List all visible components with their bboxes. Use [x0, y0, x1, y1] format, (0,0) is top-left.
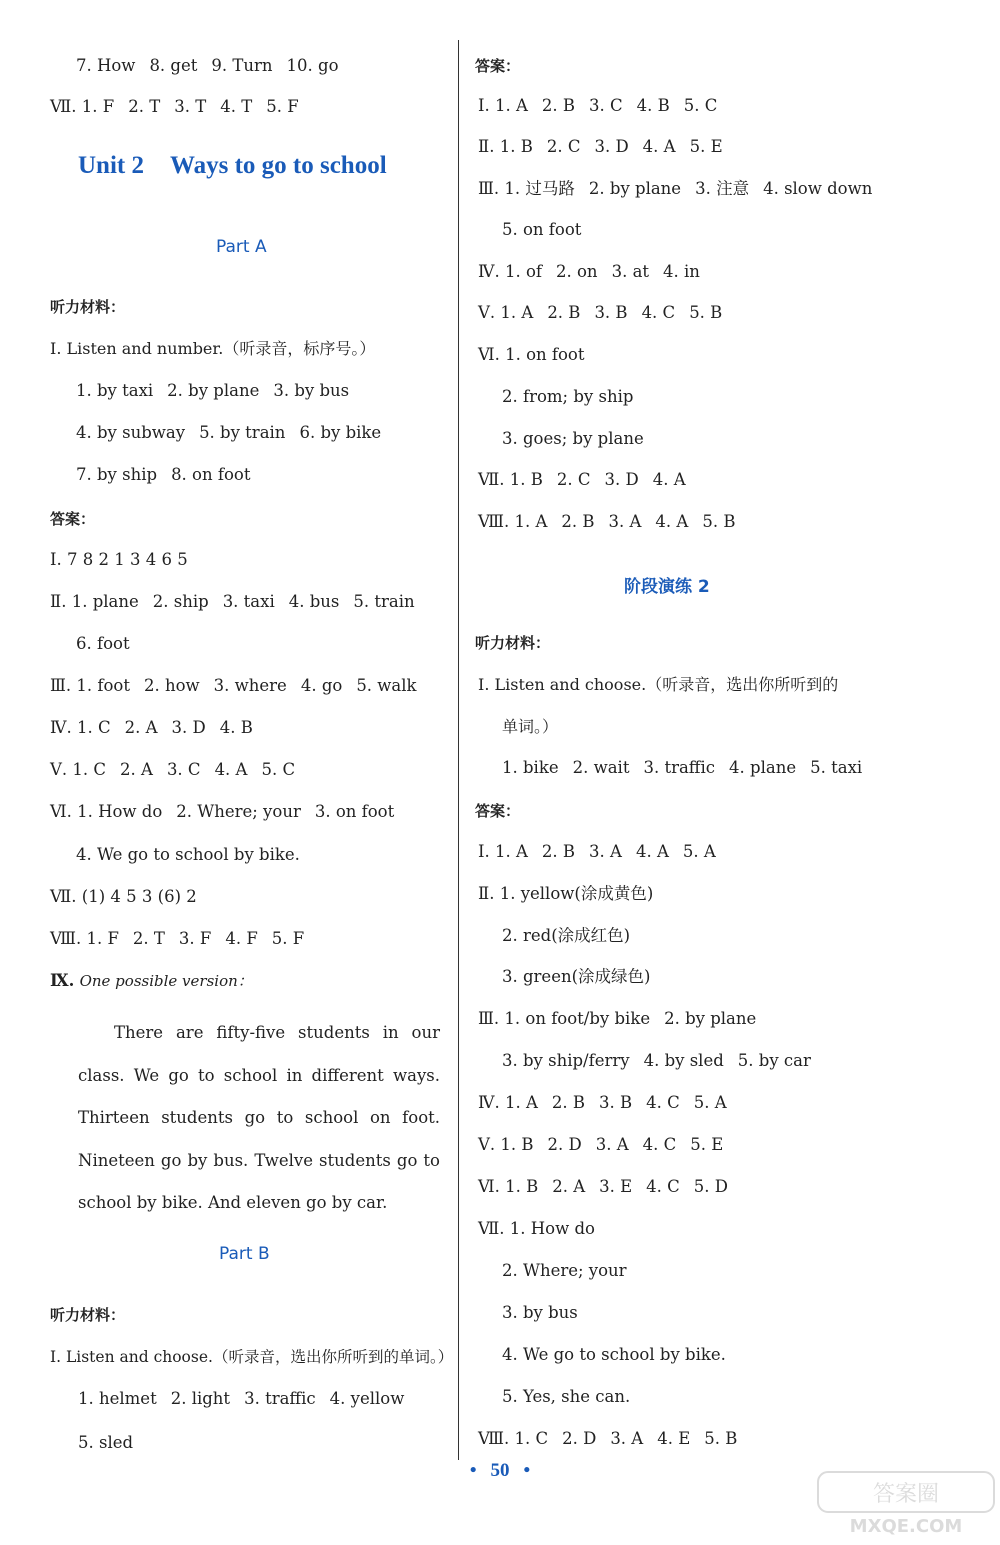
answer-item: 2. red(涂成红色) — [502, 926, 631, 945]
answer-item: Ⅷ. 1. C — [478, 1429, 549, 1448]
right-listening-heading: 听力材料： — [475, 634, 551, 652]
answer-row — [478, 842, 716, 862]
answer-item: 2. light — [170, 1389, 231, 1408]
answer-item: 5. train — [353, 592, 415, 611]
answer-item: Ⅰ. 1. A — [478, 96, 528, 115]
answer-item: 3. 注意 — [695, 179, 750, 198]
answer-row — [478, 512, 735, 532]
answer-item: 5. by car — [737, 1051, 811, 1070]
answer-item: 3. B — [594, 303, 628, 322]
answer-item: 2. on — [556, 262, 598, 281]
answer-item: 1. by taxi — [76, 381, 154, 400]
ix-label: Ⅸ. — [50, 971, 75, 990]
answer-item: 2. by plane — [167, 381, 260, 400]
answer-item: 3. A — [589, 842, 622, 861]
answer-row — [50, 887, 197, 907]
answer-item: 5. D — [693, 1177, 728, 1196]
answer-item: 4. C — [646, 1093, 680, 1112]
answer-item: 4. by sled — [643, 1051, 724, 1070]
answer-item: 4. C — [641, 303, 676, 322]
listening-heading-b: 听力材料： — [50, 1306, 126, 1324]
answer-item: 4. We go to school by bike. — [502, 1345, 726, 1364]
right-answers-heading-2: 答案： — [475, 802, 521, 820]
listen-line-1 — [76, 381, 349, 401]
answer-item: 2. B — [541, 96, 576, 115]
answer-item: 3. A — [610, 1429, 644, 1448]
answer-item: 5. walk — [356, 676, 417, 695]
answer-item: 5. C — [683, 96, 718, 115]
answer-row — [50, 676, 417, 696]
answer-item: Ⅷ. 1. A — [478, 512, 548, 531]
answer-row — [502, 1051, 811, 1071]
answer-item: 5. F — [266, 97, 299, 116]
answer-item: 4. by subway — [76, 423, 186, 442]
answer-item: 5. E — [689, 137, 723, 156]
answer-item: 6. by bike — [299, 423, 382, 442]
answer-item: Ⅵ. 1. B — [478, 1177, 539, 1196]
answer-item: 2. ship — [152, 592, 209, 611]
answer-item: 2. C — [546, 137, 581, 156]
sample-essay — [78, 1012, 440, 1225]
answer-item: 3. where — [213, 676, 287, 695]
answer-item: 7. by ship — [76, 465, 158, 484]
answer-item: Ⅳ. 1. C — [50, 718, 111, 737]
answer-item: 4. plane — [729, 758, 797, 777]
answer-item: 2. B — [547, 303, 581, 322]
answer-item: Ⅶ. (1) 4 5 3 (6) 2 — [50, 887, 197, 906]
answer-item: Ⅰ. 1. A — [478, 842, 528, 861]
unit-name: Ways to go to school — [169, 152, 387, 179]
answer-item: 10. go — [286, 56, 339, 75]
answer-item: 4. B — [636, 96, 670, 115]
answer-item: 5. F — [271, 929, 305, 948]
listen-line-3 — [76, 465, 250, 485]
answer-row — [478, 1429, 737, 1449]
answer-item: 4. A — [655, 512, 689, 531]
answer-item: 3. traffic — [643, 758, 716, 777]
answer-item: 3. traffic — [244, 1389, 316, 1408]
left-line-0 — [76, 56, 339, 76]
answer-item: Ⅳ. 1. of — [478, 262, 543, 281]
answer-item: 3. at — [611, 262, 650, 281]
answer-item: 8. on foot — [171, 465, 251, 484]
answer-item: 4. C — [642, 1135, 677, 1154]
answer-item: 9. Turn — [211, 56, 273, 75]
answer-item: Ⅲ. 1. 过马路 — [478, 179, 575, 198]
answer-item: 3. green(涂成绿色) — [502, 967, 651, 986]
answer-item: 2. A — [552, 1177, 586, 1196]
answer-item: 2. from; by ship — [502, 387, 634, 406]
answer-row — [478, 179, 872, 199]
answer-item: Ⅲ. 1. foot — [50, 676, 130, 695]
answer-item: 2. A — [120, 760, 153, 779]
answer-item: Ⅰ. 7 8 2 1 3 4 6 5 — [50, 550, 188, 569]
answer-item: 2. B — [551, 1093, 586, 1112]
answer-item: 1. helmet — [78, 1389, 157, 1408]
answer-row — [478, 262, 700, 282]
answer-row — [502, 220, 581, 240]
answer-item: 4. A — [652, 470, 686, 489]
answer-row — [50, 760, 295, 780]
part-a-heading: Part A — [216, 237, 267, 257]
listen-words-row — [502, 758, 862, 778]
ix-row — [50, 971, 253, 991]
stage-practice-heading: 阶段演练 2 — [624, 577, 710, 597]
answer-item: 3. A — [595, 1135, 629, 1154]
answer-item: 4. slow down — [763, 179, 873, 198]
answer-item: 3. C — [589, 96, 623, 115]
answer-item: 1. bike — [502, 758, 559, 777]
answer-item: 4. B — [219, 718, 253, 737]
answer-item: 4. E — [657, 1429, 691, 1448]
answer-item: 2. T — [132, 929, 165, 948]
page-dot-right: • — [523, 1460, 531, 1481]
answer-item: 5. B — [704, 1429, 738, 1448]
answer-item: Ⅷ. 1. F — [50, 929, 119, 948]
answer-item: 3. on foot — [314, 802, 395, 821]
answer-item: 5. sled — [78, 1433, 134, 1452]
answer-row — [478, 1219, 595, 1239]
answer-item: 3. F — [178, 929, 212, 948]
answer-item: Ⅳ. 1. A — [478, 1093, 538, 1112]
answer-item: 4. C — [646, 1177, 680, 1196]
answer-item: 5. by train — [199, 423, 286, 442]
listen-choose-line-1 — [78, 1389, 404, 1409]
answer-item: 5. A — [682, 842, 716, 861]
answer-item: 3. T — [174, 97, 207, 116]
answer-item: Ⅵ. 1. on foot — [478, 345, 585, 364]
answer-row — [478, 470, 686, 490]
answer-item: 5. taxi — [810, 758, 863, 777]
answer-row — [50, 802, 394, 822]
answer-row — [478, 1093, 727, 1113]
answer-row — [502, 1387, 630, 1407]
watermark-logo — [816, 1470, 996, 1540]
answer-item: 3. by ship/ferry — [502, 1051, 630, 1070]
listening-heading: 听力材料： — [50, 298, 126, 316]
answer-row — [76, 634, 130, 654]
answer-row — [478, 137, 723, 157]
answer-row — [478, 303, 722, 323]
answer-item: 4. We go to school by bike. — [76, 845, 300, 864]
left-line-1 — [50, 97, 299, 117]
answer-item: 7. How — [76, 56, 136, 75]
answer-item: 2. B — [541, 842, 576, 861]
answer-item: 4. F — [225, 929, 258, 948]
answer-item: 5. C — [261, 760, 296, 779]
answer-item: 3. D — [171, 718, 206, 737]
listen-line-2 — [76, 423, 381, 443]
answer-item: 5. A — [693, 1093, 727, 1112]
answer-item: 3. A — [608, 512, 642, 531]
answer-item: Ⅶ. 1. B — [478, 470, 543, 489]
answer-item: 5. B — [689, 303, 723, 322]
answer-item: 5. B — [702, 512, 736, 531]
answer-item: 2. D — [562, 1429, 597, 1448]
answer-item: Ⅵ. 1. How do — [50, 802, 163, 821]
answer-item: Ⅶ. 1. How do — [478, 1219, 595, 1238]
part-b-heading: Part B — [219, 1244, 270, 1264]
unit-number: Unit 2 — [78, 152, 144, 179]
answer-item: 5. on foot — [502, 220, 582, 239]
answer-item: 3. D — [604, 470, 639, 489]
answer-item: 2. D — [547, 1135, 582, 1154]
answer-item: Ⅱ. 1. plane — [50, 592, 139, 611]
answer-item: Ⅴ. 1. B — [478, 1135, 534, 1154]
unit-title — [78, 152, 387, 180]
answer-item: 3. by bus — [273, 381, 350, 400]
svg-text:MXQE.COM: MXQE.COM — [849, 1516, 963, 1537]
answer-item: 6. foot — [76, 634, 130, 653]
answer-row — [502, 1261, 627, 1281]
answer-item: 2. Where; your — [176, 802, 301, 821]
answer-item: 5. Yes, she can. — [502, 1387, 631, 1406]
answers-heading: 答案： — [50, 510, 96, 528]
answer-item: 4. bus — [288, 592, 340, 611]
answer-item: 3. D — [594, 137, 629, 156]
listen-choose-instruction-right-cont: 单词。） — [502, 717, 559, 736]
right-answers-heading: 答案： — [475, 57, 521, 75]
listen-choose-line-2 — [78, 1433, 133, 1453]
answer-item: 4. in — [663, 262, 700, 281]
answer-item: 2. T — [128, 97, 161, 116]
page-dot-left: • — [469, 1460, 477, 1481]
answer-row — [478, 96, 717, 116]
answer-row — [76, 845, 300, 865]
svg-text:答案圈: 答案圈 — [872, 1482, 940, 1507]
listen-choose-instruction: Ⅰ. Listen and choose.（听录音，选出你所听到的单词。） — [50, 1348, 454, 1366]
answer-row — [502, 1345, 726, 1365]
answer-item: 3. taxi — [222, 592, 275, 611]
answer-item: 4. T — [220, 97, 253, 116]
listen-number-instruction: Ⅰ. Listen and number.（听录音，标序号。） — [50, 339, 376, 358]
page-number-text: 50 — [490, 1460, 510, 1481]
answer-row — [478, 1009, 756, 1029]
answer-item: 5. E — [690, 1135, 724, 1154]
answer-item: 3. by bus — [502, 1303, 578, 1322]
answer-row — [502, 967, 650, 987]
answer-row — [478, 884, 653, 904]
ix-version: One possible version： — [79, 972, 253, 990]
answer-item: 3. C — [166, 760, 201, 779]
answer-row — [502, 926, 630, 946]
answer-item: 2. wait — [572, 758, 630, 777]
answer-item: 4. A — [214, 760, 248, 779]
answer-item: 4. go — [300, 676, 343, 695]
answer-item: 3. B — [599, 1093, 633, 1112]
answer-row — [50, 550, 188, 570]
answer-item: 2. B — [561, 512, 595, 531]
answer-item: 4. A — [635, 842, 669, 861]
answer-row — [478, 345, 585, 365]
answer-item: Ⅱ. 1. B — [478, 137, 533, 156]
answer-item: 2. A — [124, 718, 158, 737]
answer-row — [502, 387, 633, 407]
column-divider — [458, 40, 459, 1460]
answer-item: 3. goes; by plane — [502, 429, 644, 448]
answer-item: 8. get — [149, 56, 198, 75]
answer-row — [50, 929, 304, 949]
listen-choose-instruction-right: Ⅰ. Listen and choose.（听录音，选出你所听到的 — [478, 675, 839, 694]
answer-item: 2. Where; your — [502, 1261, 627, 1280]
answer-item: 2. by plane — [588, 179, 682, 198]
answer-item: Ⅱ. 1. yellow(涂成黄色) — [478, 884, 654, 903]
answer-item: 4. yellow — [329, 1389, 405, 1408]
answer-row — [478, 1177, 728, 1197]
answer-row — [478, 1135, 723, 1155]
answer-item: 3. E — [599, 1177, 633, 1196]
answer-row — [50, 718, 253, 738]
answer-item: Ⅴ. 1. A — [478, 303, 534, 322]
essay-text: There are fifty-five students in our class. We go to school in different ways. Thirteen students go to school on foot. Nineteen go by bus. Twelve students go to school by bike. And eleven go by car. — [78, 1023, 440, 1212]
answer-row — [502, 1303, 578, 1323]
answer-item: 2. how — [144, 676, 200, 695]
answer-item: 4. A — [642, 137, 676, 156]
answer-item: Ⅲ. 1. on foot/by bike — [478, 1009, 651, 1028]
answer-item: 2. C — [556, 470, 591, 489]
answer-row — [50, 592, 415, 612]
answer-item: Ⅴ. 1. C — [50, 760, 107, 779]
answer-item: Ⅶ. 1. F — [50, 97, 115, 116]
answer-row — [502, 429, 644, 449]
answer-item: 2. by plane — [664, 1009, 757, 1028]
